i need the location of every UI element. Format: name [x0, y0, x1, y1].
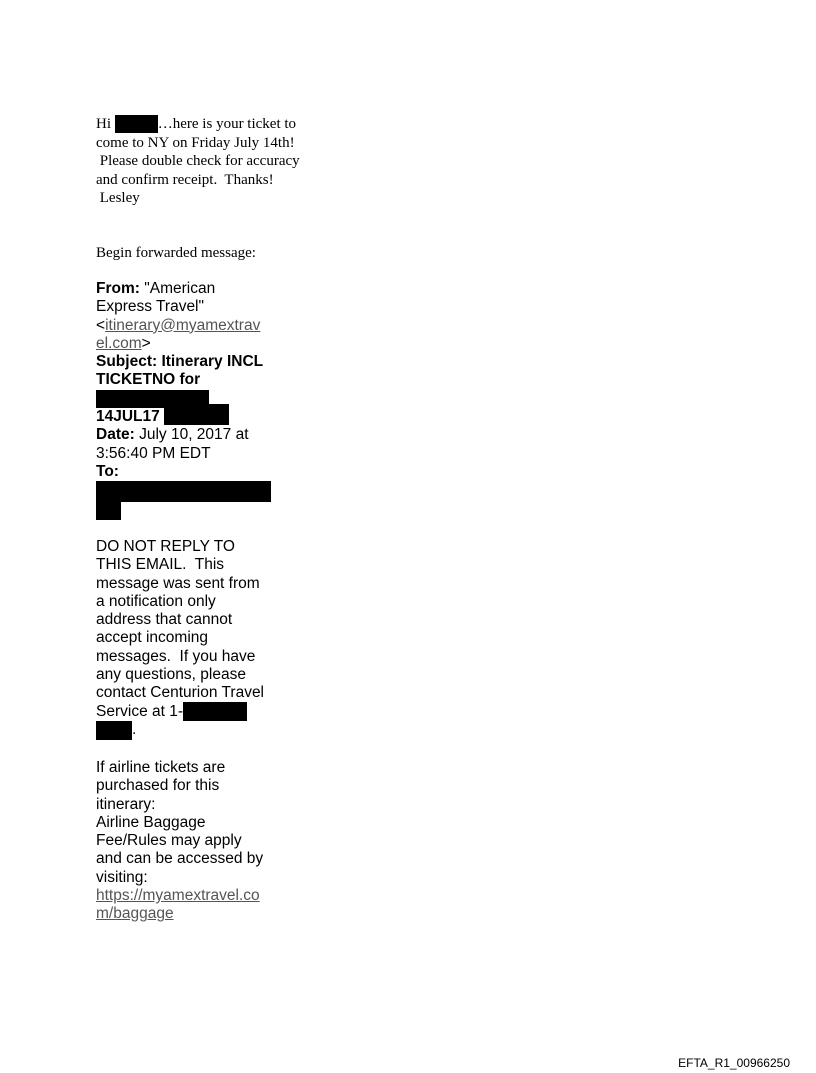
date-line: [96, 426, 263, 444]
notice-line-end: [96, 721, 264, 740]
date-value: July 10, 2017 at: [139, 426, 249, 444]
subject-line: [96, 353, 263, 371]
notice-line: a notification only: [96, 592, 216, 610]
baggage-link[interactable]: https://myamextravel.co: [96, 887, 260, 905]
forwarded-header: [96, 280, 263, 481]
baggage-line: Fee/Rules may apply: [96, 832, 242, 850]
baggage-link-cont[interactable]: m/baggage: [96, 905, 174, 923]
baggage-link-line: [96, 887, 263, 905]
period: .: [132, 720, 137, 738]
baggage-paragraph: [96, 759, 263, 924]
notice-line-phone: [96, 703, 264, 721]
from-email-line: [96, 317, 263, 335]
signature-name: Lesley: [96, 190, 140, 206]
from-email-line-2: [96, 335, 263, 353]
from-email-link[interactable]: itinerary@myamextrav: [105, 316, 261, 334]
subject-line-2: [96, 371, 263, 389]
greeting-hi: Hi: [96, 116, 111, 132]
from-email-link-cont[interactable]: el.com: [96, 334, 142, 352]
date-label: Date:: [96, 426, 135, 444]
greeting-line-3: Please double check for accuracy: [96, 153, 300, 169]
from-name: "American: [144, 280, 216, 297]
service-phone-prefix: Service at 1-: [96, 702, 184, 720]
document-id: EFTA_R1_00966250: [678, 1056, 790, 1070]
baggage-line: itinerary:: [96, 795, 156, 813]
subject-line-3: [96, 408, 263, 426]
redaction-box: [164, 404, 229, 425]
notice-line: messages. If you have: [96, 647, 256, 665]
greeting-line-2: come to NY on Friday July 14th!: [96, 134, 295, 151]
to-label: To:: [96, 462, 119, 480]
greeting-block: [96, 115, 300, 208]
notice-line: contact Centurion Travel: [96, 684, 265, 702]
notice-line: any questions, please: [96, 666, 246, 684]
redaction-box: [183, 702, 247, 721]
lt-bracket: <: [96, 316, 106, 334]
notice-line: message was sent from: [96, 574, 260, 592]
subject-label: Subject:: [96, 353, 158, 371]
baggage-line: and can be accessed by: [96, 850, 264, 868]
baggage-line: Airline Baggage: [96, 813, 206, 831]
notice-line: THIS EMAIL. This: [96, 556, 225, 574]
subject-date-code: 14JUL17: [96, 408, 160, 426]
to-line: [96, 463, 263, 481]
notice-line: accept incoming: [96, 629, 209, 647]
redaction-box: [96, 502, 121, 520]
from-line: [96, 280, 263, 298]
greeting-text: …here is your ticket to: [157, 116, 297, 132]
redaction-box: [96, 481, 271, 502]
subject-text: Itinerary INCL: [161, 353, 264, 371]
redaction-box: [96, 721, 132, 740]
notice-paragraph: [96, 538, 264, 740]
notice-line: DO NOT REPLY TO: [96, 538, 235, 555]
baggage-line: purchased for this: [96, 777, 220, 795]
from-name-cont: Express Travel": [96, 298, 205, 316]
greeting-line-1: [96, 115, 300, 134]
gt-bracket: >: [141, 334, 151, 352]
subject-text-cont: TICKETNO for: [96, 371, 201, 389]
baggage-line: visiting:: [96, 868, 148, 886]
redaction-box: [115, 115, 158, 133]
notice-line: address that cannot: [96, 611, 233, 629]
baggage-link-line-2: [96, 905, 263, 923]
greeting-line-4: and confirm receipt. Thanks!: [96, 171, 274, 188]
date-value-cont: 3:56:40 PM EDT: [96, 444, 211, 462]
forward-intro: Begin forwarded message:: [96, 245, 256, 261]
baggage-line: If airline tickets are: [96, 759, 226, 776]
from-label: From:: [96, 280, 140, 297]
